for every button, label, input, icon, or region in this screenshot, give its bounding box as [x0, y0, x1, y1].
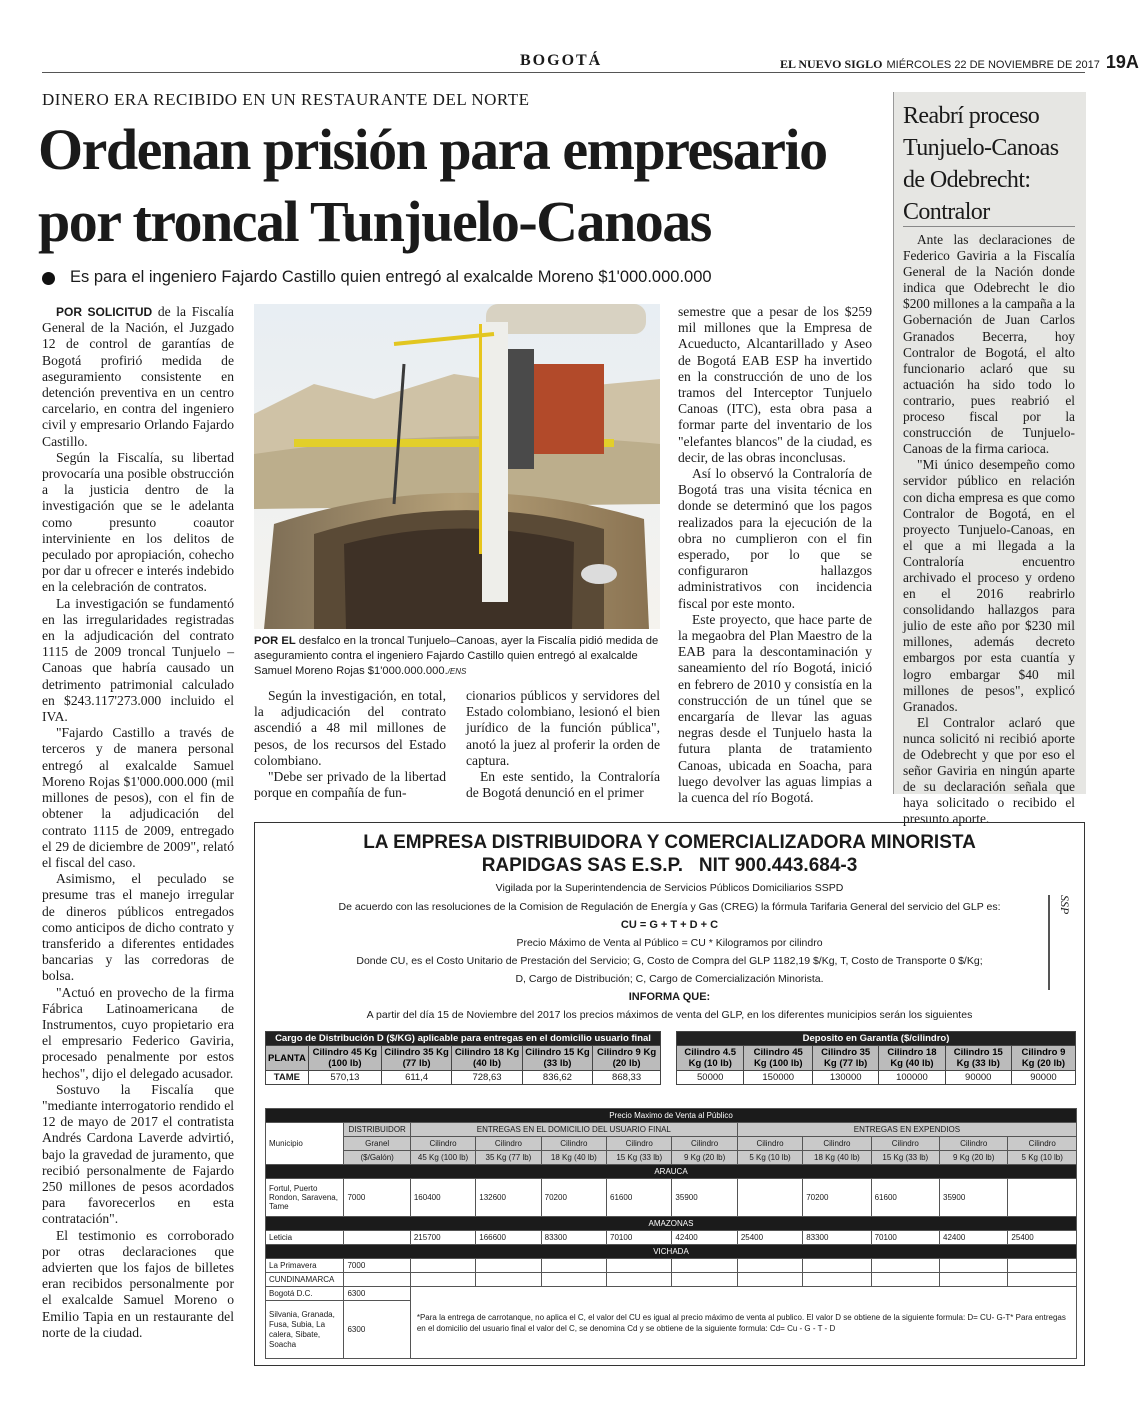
table-header: ($/Galón)	[344, 1151, 410, 1165]
table-header: 9 Kg (20 lb)	[672, 1151, 737, 1165]
table-cell: TAME	[266, 1071, 309, 1085]
table-cell: 90000	[945, 1071, 1011, 1085]
table-cell	[1008, 1179, 1077, 1217]
paragraph: La investigación se fundamentó en las irregularidades registradas en la adjudicación del contrato 1115 de 2009 troncal Tunjuelo – Canoas que habría causado un detrimento patrimonial calculado en $243.117'273.000 incluido el IVA.	[42, 595, 234, 725]
table-header: 5 Kg (10 lb)	[1008, 1151, 1077, 1165]
paragraph: semestre que a pesar de los $259 mil millones que la Empresa de Acueducto, Alcantarillado y Aseo de Bogotá EAB ESP ha invertido en la construcción de uno de los tramos del Interceptor Tunjuelo Canoas (ITC), esta obra pasa a formar parte del inventario de los "elefantes blancos" de la ciudad, es decir, de las obras inconclusas.	[678, 304, 872, 465]
table-row	[677, 1071, 1076, 1085]
ad-title-2: RAPIDGAS SAS E.S.P. NIT 900.443.684-3	[481, 855, 858, 876]
ad-line: Precio Máximo de Venta al Público = CU * Kilogramos por cilindro	[516, 937, 823, 949]
table-header: DISTRIBUIDOR	[344, 1123, 410, 1137]
table-row	[266, 1231, 1077, 1245]
table-cell	[737, 1179, 802, 1217]
ad-line: Donde CU, es el Costo Unitario de Prestación del Servicio; G, Costo de Compra del GLP 1182,19 $/Kg, T, Costo de Transporte 0 $/Kg;	[356, 955, 983, 967]
sidebar-rule	[903, 226, 1075, 227]
table-header: Municipio	[266, 1123, 344, 1165]
table-cell: 35900	[940, 1179, 1008, 1217]
ad-line: A partir del día 15 de Noviembre del 2017 los precios máximos de venta del GLP, en los diferentes municipios serán los siguientes	[366, 1009, 973, 1021]
table-row	[266, 1071, 661, 1085]
table-cell: 7000	[344, 1259, 410, 1273]
table-header: Cilindro	[737, 1137, 802, 1151]
ad-line: Vigilada por la Superintendencia de Servicios Públicos Domiciliarios SSPD	[495, 882, 844, 894]
table-header: Cilindro 35 Kg (77 lb)	[813, 1046, 879, 1071]
table-header: Cilindro	[672, 1137, 737, 1151]
table-header: 15 Kg (33 lb)	[607, 1151, 672, 1165]
deposit-table	[676, 1031, 1076, 1085]
table-cell: 42400	[940, 1231, 1008, 1245]
table-cell: 35900	[672, 1179, 737, 1217]
page-number: 19A	[1105, 52, 1139, 72]
table-cell: 83300	[541, 1231, 606, 1245]
paragraph: Asimismo, el peculado se presume tras el manejo irregular de dineros públicos entregados como anticipos de dicho contrato y transferido a diferentes entidades bancarias y las corredoras de bolsa.	[42, 871, 234, 984]
table-header: Cilindro 45 Kg (100 lb)	[744, 1046, 813, 1071]
table-row	[266, 1179, 1077, 1217]
photo-caption	[254, 634, 660, 679]
table-header: 18 Kg (40 lb)	[803, 1151, 871, 1165]
article-column-2	[254, 688, 446, 801]
table-header: Cilindro 4.5 Kg (10 lb)	[677, 1046, 744, 1071]
table-cell: Silvania, Granada, Fusa, Subia, La calera, Sibate, Soacha	[266, 1301, 344, 1359]
article-column-3	[466, 688, 660, 801]
table-cell: 130000	[813, 1071, 879, 1085]
table-cell: 570,13	[308, 1071, 381, 1085]
table-cell: 90000	[1011, 1071, 1075, 1085]
table-row	[266, 1259, 1077, 1273]
table-cell: 61600	[607, 1179, 672, 1217]
table-header: Cilindro	[541, 1137, 606, 1151]
table-title: Deposito en Garantía ($/cilindro)	[677, 1032, 1076, 1046]
table-cell: 100000	[879, 1071, 945, 1085]
article-column-4	[678, 304, 872, 806]
table-header: ENTREGAS EN EL DOMICILIO DEL USUARIO FINAL	[410, 1123, 737, 1137]
paragraph: de la Fiscalía General de la Nación, el Juzgado 12 de control de garantías de Bogotá profirió medida de aseguramiento consistente en detención preventiva en un centro carcelario, en contra del ingeniero civil y empresario Orlando Fajardo Castillo.	[42, 304, 234, 449]
ad-formula: CU = G + T + D + C	[620, 919, 719, 931]
lead-in: POR SOLICITUD	[56, 305, 153, 319]
table-header: 9 Kg (20 lb)	[940, 1151, 1008, 1165]
section-label: BOGOTÁ	[520, 52, 603, 69]
caption-lead: POR EL	[254, 635, 296, 647]
kicker: DINERO ERA RECIBIDO EN UN RESTAURANTE DEL NORTE	[42, 90, 530, 109]
paragraph: Sostuvo la Fiscalía que "mediante interrogatorio rendido el 12 de mayo de 2017 el contratista Andrés Cardona Laverde advirtió, bajo la gravedad de juramento, que recibió personalmente de Fajardo 250 millones de pesos acordados para favorecerlos en esta contratación".	[42, 1081, 234, 1227]
table-cell: 50000	[677, 1071, 744, 1085]
footnote: *Para la entrega de carrotanque, no aplica el C, el valor del CU es igual al precio máximo de venta al publico. El valor D se obtiene de la siguiente formula: D= CU- G-T* Para entregas en el domicilio del usuario final el valor del C, se denomina Cd y se obtiene de la siguiente formula: Cd= Cu - G - T - D	[410, 1287, 1076, 1359]
table-header: Cilindro 45 Kg (100 lb)	[308, 1046, 381, 1071]
table-cell: 83300	[803, 1231, 871, 1245]
table-cell: 166600	[476, 1231, 541, 1245]
table-header: Cilindro	[476, 1137, 541, 1151]
paragraph: Según la Fiscalía, su libertad provocaría una posible obstrucción a la justicia dentro de la investigación que se le adelanta como presunto coautor interviniente en los delitos de peculado por apropiación, cohecho por dar u ofrecer e interés indebido en la celebración de contratos.	[42, 449, 234, 595]
paragraph: "Actuó en provecho de la firma Fábrica Latinoamericana de Instrumentos, cuyo propietario era el empresario Federico Gaviria, procesado penalmente por estos hechos", dijo el delegado acusador.	[42, 984, 234, 1081]
table-header: Cilindro	[410, 1137, 475, 1151]
ad-title-1: LA EMPRESA DISTRIBUIDORA Y COMERCIALIZADORA MINORISTA	[363, 832, 976, 853]
paragraph: cionarios públicos y servidores del Estado colombiano, lesionó el bien jurídico de la función pública", anotó la juez al proferir la orden de captura.	[466, 688, 660, 768]
table-cell: Fortul, Puerto Rondon, Saravena, Tame	[266, 1179, 344, 1217]
table-cell: 70200	[803, 1179, 871, 1217]
paragraph: Así lo observó la Contraloría de Bogotá tras una visita técnica en donde se determinó que los pagos realizados para la ejecución de la obra no cumplieron con el fin esperado, por lo que se configuraron hallazgos administrativos con incidencia fiscal por este monto.	[678, 466, 872, 611]
table-header: Cilindro 15 Kg (33 lb)	[945, 1046, 1011, 1071]
paragraph: "Mi único desempeño como servidor público en relación con dicha empresa es que como Contralor de Bogotá, en el proyecto Tunjuelo-Canoas, en el que a mi llegada a la Contraloría encuentro archivado el proceso y ordeno en el 2016 reabrirlo consolidando hallazgos para julio de este año por $230 mil millones, además decreto embargos por esta cuantía y logro embargar $40 mil millones de pesos", explicó Granados.	[903, 457, 1075, 714]
table-header: 45 Kg (100 lb)	[410, 1151, 475, 1165]
ad-informa: INFORMA QUE:	[628, 991, 711, 1003]
department-label: CUNDINAMARCA	[266, 1273, 344, 1287]
table-cell: 150000	[744, 1071, 813, 1085]
table-cell: 6300	[344, 1287, 410, 1301]
table-header: Cilindro	[803, 1137, 871, 1151]
table-cell: 160400	[410, 1179, 475, 1217]
table-header: Cilindro 18 Kg (40 lb)	[879, 1046, 945, 1071]
table-header: 5 Kg (10 lb)	[737, 1151, 802, 1165]
table-header: Cilindro 15 Kg (33 lb)	[522, 1046, 592, 1071]
table-cell: 25400	[737, 1231, 802, 1245]
article-photo	[254, 304, 660, 629]
table-cell: 70100	[871, 1231, 939, 1245]
table-header: Cilindro	[871, 1137, 939, 1151]
table-cell: 6300	[344, 1301, 410, 1359]
ssp-logo-text: SSP	[1058, 895, 1072, 915]
ad-line: D, Cargo de Distribución; C, Cargo de Comercialización Minorista.	[515, 973, 824, 985]
table-cell: 728,63	[452, 1071, 522, 1085]
article-column-1	[42, 304, 234, 1341]
table-cell	[344, 1231, 410, 1245]
table-header: 15 Kg (33 lb)	[871, 1151, 939, 1165]
caption-text: desfalco en la troncal Tunjuelo–Canoas, ayer la Fiscalía pidió medida de aseguramiento contra el ingeniero Fajardo Castillo quien entregó al exalcalde Samuel Moreno Rojas $1'000.000.000.	[254, 635, 659, 677]
table-cell: Leticia	[266, 1231, 344, 1245]
date: MIÉRCOLES 22 DE NOVIEMBRE DE 2017	[886, 59, 1100, 71]
distribution-charge-table	[265, 1031, 661, 1085]
paragraph: El Contralor aclaró que nunca solicitó ni recibió aporte de Odebrecht y que por eso el señor Gaviria en ningún aparte de su declaración señala que haya solicitado o recibido el presunto aporte.	[903, 714, 1075, 827]
table-title: Precio Maximo de Venta al Público	[266, 1109, 1077, 1123]
paragraph: "Fajardo Castillo a través de terceros y de manera personal entregó al exalcalde Samuel Moreno Rojas $1'000.000.000 (mil millones de pesos), con el fin de obtener la adjudicación del contrato 1115 de 2009, entregado el 29 de diciembre de 2009", relató el fiscal del caso.	[42, 725, 234, 870]
department-row: VICHADA	[266, 1245, 1077, 1259]
paragraph: Según la investigación, en total, la adjudicación del contrato ascendió a 48 mil millones de pesos, de los recursos del Estado colombiano.	[254, 688, 446, 768]
paragraph: "Debe ser privado de la libertad porque en compañía de fun-	[254, 769, 446, 801]
subhead: Es para el ingeniero Fajardo Castillo quien entregó al exalcalde Moreno $1'000.000.000	[70, 268, 712, 286]
ssp-logo	[1048, 895, 1076, 990]
newspaper-name: EL NUEVO SIGLO	[780, 57, 883, 71]
table-header: 35 Kg (77 lb)	[476, 1151, 541, 1165]
table-header: Granel	[344, 1137, 410, 1151]
subhead-bullet-icon	[42, 272, 55, 285]
sidebar-title: Reabrí proceso Tunjuelo-Canoas de Odebrecht: Contralor	[903, 103, 1059, 225]
paragraph: El testimonio es corroborado por otras declaraciones que advierten que los fajos de billetes eran recibidos personalmente por el exalcalde Samuel Moreno o Emilio Tapia en un restaurante del norte de la ciudad.	[42, 1227, 234, 1340]
headline-line-1: Ordenan prisión para empresario	[38, 117, 827, 182]
table-cell: Bogotá D.C.	[266, 1287, 344, 1301]
table-title: Cargo de Distribución D ($/KG) aplicable para entregas en el domicilio usuario final	[266, 1032, 661, 1046]
table-header: Cilindro 9 Kg (20 lb)	[1011, 1046, 1075, 1071]
table-cell: 25400	[1008, 1231, 1077, 1245]
sidebar-body	[903, 232, 1075, 827]
table-cell: 70200	[541, 1179, 606, 1217]
ad-line: De acuerdo con las resoluciones de la Comision de Regulación de Energía y Gas (CREG) la fórmula Tarifaria General del servicio del GLP es:	[338, 901, 1001, 913]
department-row: ARAUCA	[266, 1165, 1077, 1179]
table-cell: 836,62	[522, 1071, 592, 1085]
table-cell: 42400	[672, 1231, 737, 1245]
construction-site-photo	[254, 304, 660, 629]
paragraph: En este sentido, la Contraloría de Bogotá denunció en el primer	[466, 769, 660, 801]
headline-line-2: por troncal Tunjuelo-Canoas	[38, 189, 711, 254]
table-cell: 132600	[476, 1179, 541, 1217]
table-cell: 61600	[871, 1179, 939, 1217]
table-header: PLANTA	[266, 1046, 309, 1071]
table-header: 18 Kg (40 lb)	[541, 1151, 606, 1165]
table-cell: 611,4	[381, 1071, 451, 1085]
table-header: Cilindro 35 Kg (77 lb)	[381, 1046, 451, 1071]
table-cell: 868,33	[593, 1071, 661, 1085]
table-header: Cilindro 9 Kg (20 lb)	[593, 1046, 661, 1071]
table-row	[266, 1287, 1077, 1301]
photo-credit: /ENS	[447, 667, 467, 676]
paragraph: Este proyecto, que hace parte de la megaobra del Plan Maestro de la EAB para la descontaminación y saneamiento del río Bogotá, inició en febrero de 2010 y consistía en la construcción de un túnel que se encargaría de llevar las aguas negras desde el Tunjuelo hasta la futura planta de tratamiento Canoas, ubicada en Soacha, para luego devolver las aguas limpias a la cuenca del río Bogotá.	[678, 611, 872, 806]
table-cell: 215700	[410, 1231, 475, 1245]
page-info	[780, 52, 1139, 73]
table-header: Cilindro	[607, 1137, 672, 1151]
table-header: Cilindro	[1008, 1137, 1077, 1151]
table-cell: 70100	[607, 1231, 672, 1245]
table-header: Cilindro	[940, 1137, 1008, 1151]
department-row: AMAZONAS	[266, 1217, 1077, 1231]
table-cell: La Primavera	[266, 1259, 344, 1273]
max-price-table	[265, 1108, 1077, 1359]
table-cell: 7000	[344, 1179, 410, 1217]
paragraph: Ante las declaraciones de Federico Gaviria a la Fiscalía General de la Nación donde indica que Odebrecht le dio $200 millones a la campaña a la Gobernación de Juan Carlos Granados Becerra, hoy Contralor de Bogotá, el alto funcionario aclaró que su actuación ha sido todo lo contrario, pues reabrió el proceso fiscal por la construcción de Tunjuelo-Canoas de la firma carioca.	[903, 232, 1075, 457]
table-header: ENTREGAS EN EXPENDIOS	[737, 1123, 1076, 1137]
table-header: Cilindro 18 Kg (40 lb)	[452, 1046, 522, 1071]
